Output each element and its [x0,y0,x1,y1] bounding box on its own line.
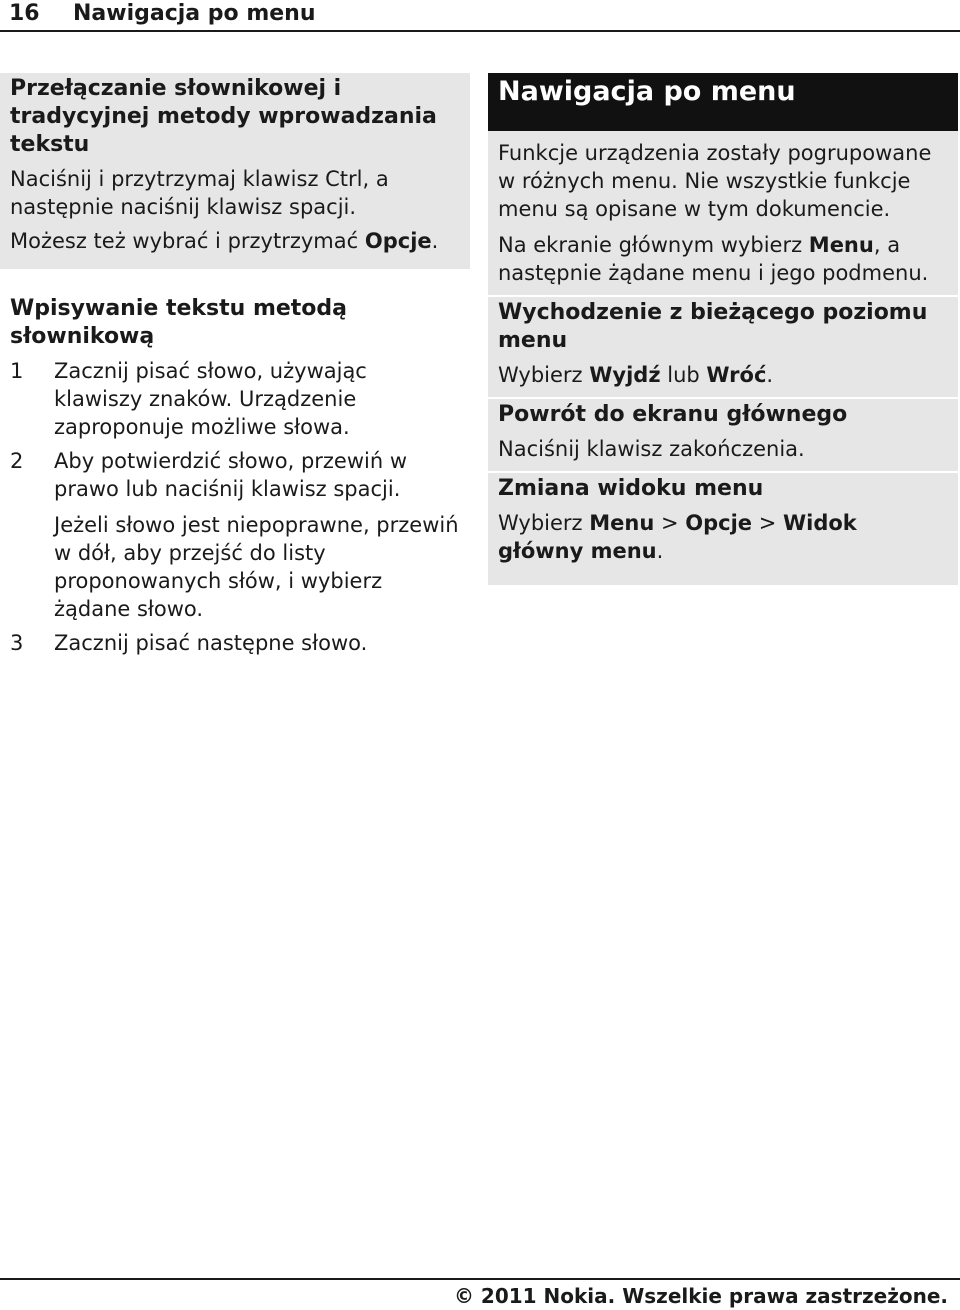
option-widok-glowny-menu: Widok główny menu [498,511,857,563]
subsection-exit-level [488,295,958,389]
right-column [488,73,958,585]
tip-text-2-suffix: . [431,229,439,253]
header-title: Nawigacja po menu [73,1,316,26]
intro-paragraph: Funkcje urządzenia zostały pogrupowane w różnych menu. Nie wszystkie funkcje menu są opisane w tym dokumencie. [498,141,932,221]
exit-prefix: Wybierz [498,363,590,387]
option-opcje: Opcje [685,511,753,535]
subsection-text: Naciśnij klawisz zakończenia. [498,437,805,461]
section-predictive-text [0,295,470,657]
step-2-note: Jeżeli słowo jest niepoprawne, przewiń w dół, aby przejść do listy proponowanych słów, i wybierz żądane słowo. [54,513,459,621]
left-column [0,73,470,657]
option-opcje: Opcje [364,229,432,253]
separator: > [752,511,783,535]
p2-prefix: Na ekranie głównym wybierz [498,233,809,257]
home-screen-paragraph [498,231,948,287]
separator: > [654,511,686,535]
exit-mid: lub [660,363,707,387]
menu-navigation-box [488,131,958,585]
subsection-title: Wychodzenie z bieżącego poziomu menu [498,300,928,353]
page-footer [0,1278,960,1310]
subsection-title: Powrót do ekranu głównego [498,402,848,427]
subsection-text [498,361,948,389]
step-number: 3 [10,631,24,655]
subsection-home-screen [488,397,958,463]
step-text: Zacznij pisać słowo, używając klawiszy znaków. Urządzenie zaproponuje możliwe słowa. [54,359,367,439]
step-2 [10,447,460,503]
copyright-notice: © 2011 Nokia. Wszelkie prawa zastrzeżone. [453,1284,948,1308]
step-text: Zacznij pisać następne słowo. [54,631,368,655]
view-suffix: . [656,539,664,563]
page-header [0,0,960,32]
tip-text-1: Naciśnij i przytrzymaj klawisz Ctrl, a następnie naciśnij klawisz spacji. [10,167,389,219]
tip-text-2-prefix: Możesz też wybrać i przytrzymać [10,229,365,253]
subsection-text [498,509,948,565]
step-1 [10,357,460,441]
subsection-title: Zmiana widoku menu [498,476,764,501]
p2-suffix: , a następnie żądane menu i jego podmenu. [498,233,929,285]
exit-suffix: . [766,363,774,387]
tip-text-2 [10,227,460,255]
section-banner: Nawigacja po menu [488,73,958,131]
option-menu: Menu [808,233,874,257]
step-3 [10,629,460,657]
step-number: 1 [10,359,24,383]
section-title: Wpisywanie tekstu metodą słownikową [10,296,348,349]
option-wyjdz: Wyjdź [589,363,661,387]
view-prefix: Wybierz [498,511,590,535]
option-wroc: Wróć [706,363,767,387]
step-text: Aby potwierdzić słowo, przewiń w prawo lub naciśnij klawisz spacji. [54,449,408,501]
tip-title: Przełączanie słownikowej i tradycyjnej metody wprowadzania tekstu [10,76,437,157]
page-number: 16 [9,1,40,26]
tip-box-input-method [0,73,470,269]
step-number: 2 [10,449,24,473]
subsection-change-view [488,471,958,565]
option-menu: Menu [589,511,655,535]
